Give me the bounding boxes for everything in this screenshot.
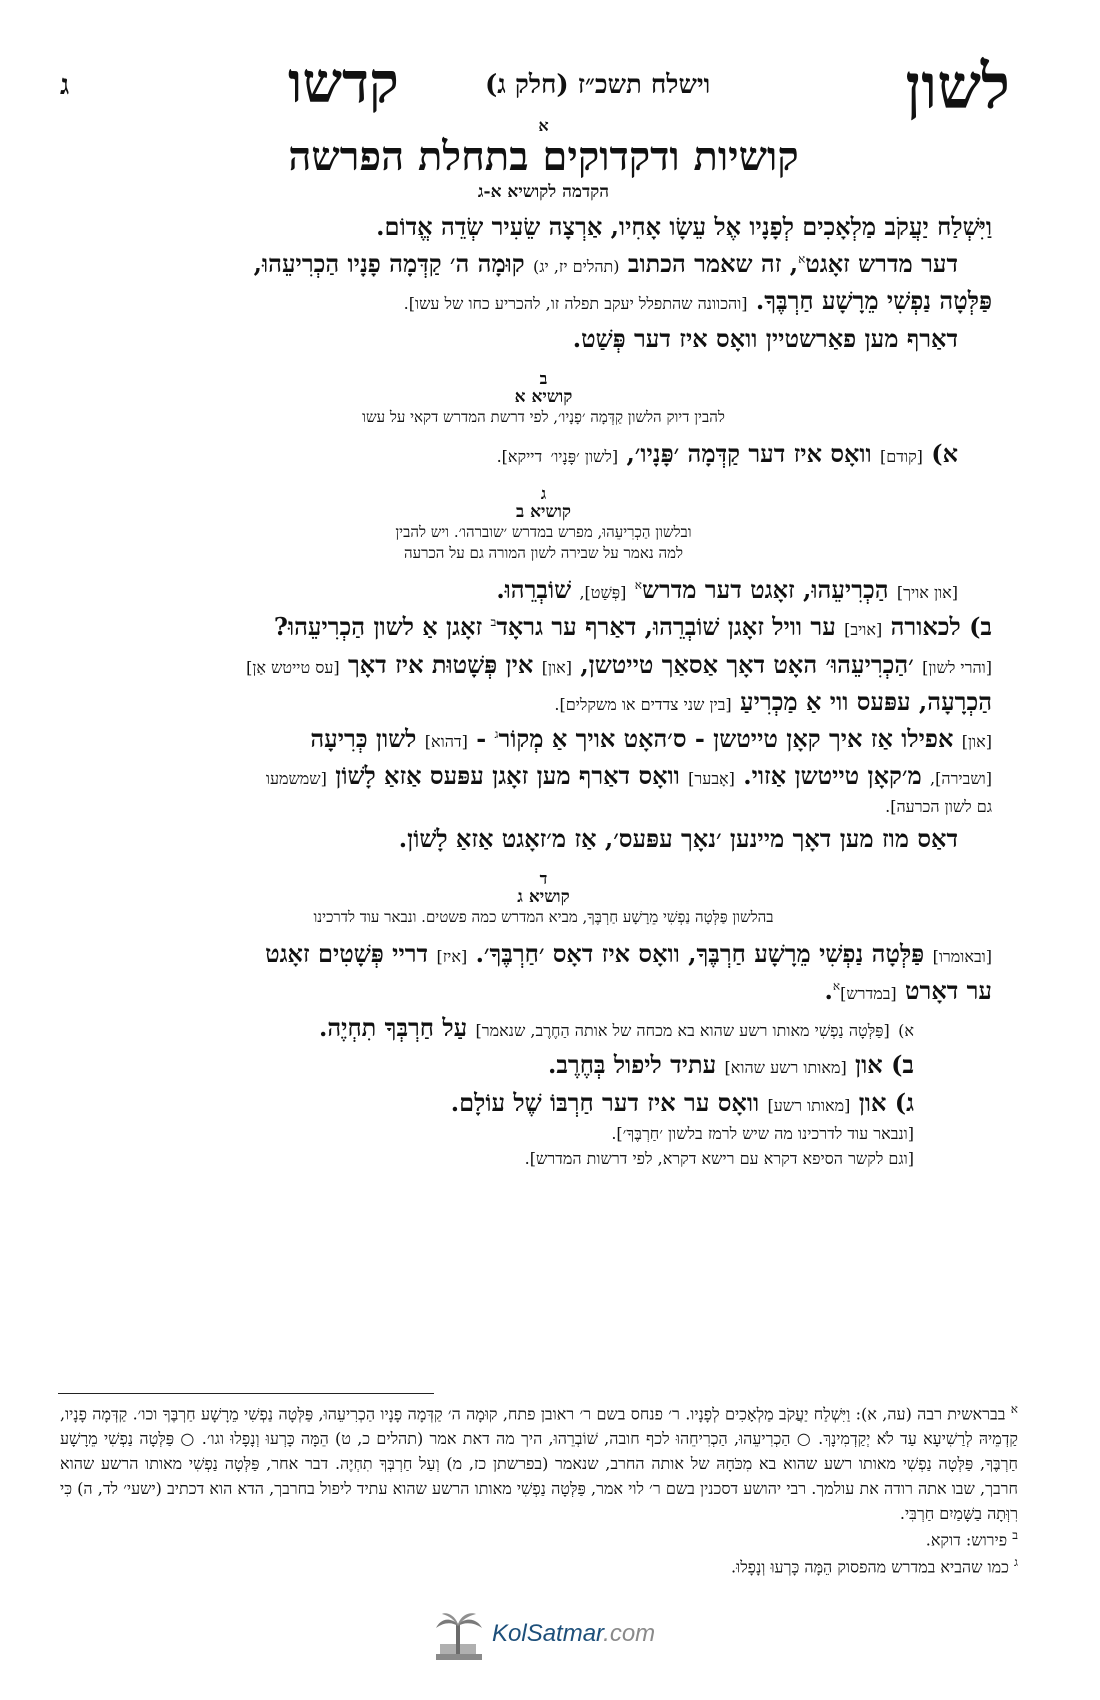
page-number: ג (60, 68, 70, 101)
main-content (95, 118, 992, 1172)
kolsatmar-logo (430, 1610, 670, 1670)
footnotes (60, 1400, 1018, 1581)
question-line: דאַרף מען פאַרשטיין וואָס איז דער פְּשַׁט. (572, 323, 958, 353)
list-note-1: [ונבאר עוד לדרכינו מה שיש לרמז בלשון ׳חַרְבֶּךָ׳]. (611, 1123, 914, 1143)
kushya-b-line-5: [און] אפילו אַז איך קאָן טייטשן - ס׳האָט אויך אַ מְקוֹר$^ג$ - [דהוא] לשון כְּרִיעָה (310, 723, 992, 753)
kushya-b-desc-2: למה נאמר על שבירה לשון המורה גם על הכרעה (403, 544, 684, 563)
kushya-c-line-1: [ובאומרו] פַּלְּטָה נַפְשִׁי מֵרָשָׁע חַרְבֶּךָ, וואָס איז דאָס ׳חַרְבֶּךָ׳. [איז] דריי פְּשָׁטִים זאָגט (265, 938, 992, 968)
kushya-a-text: א) [קודם] וואָס איז דער קַדְּמָה ׳פָּנָיו׳, [לשון ׳פָּנָיו׳ דייקא]. (496, 438, 958, 468)
section-letter-c: ג (540, 483, 547, 503)
kushya-b-line-8: דאַס מוז מען דאָך מיינען ׳נאָך עפּעס׳, אַז מ׳זאָגט אַזאַ לָשׁוֹן. (398, 823, 958, 853)
intro-caption: הקדמה לקושיא א-ג (477, 182, 610, 202)
list-item: א) [פַּלְּטָה נַפְשִׁי מאותו רשע שהוא בא מכחה של אותה הַחֶרֶב, שנאמר] עַל חַרְבְּךָ תִחְיֶה. (319, 1013, 914, 1043)
kushya-a-heading: קושיא א (514, 386, 573, 407)
header-title-left: קדשו (288, 50, 399, 116)
kushya-c-heading: קושיא ג (517, 887, 570, 908)
section-letter-b: ב (539, 368, 548, 388)
kushya-b-line-3: [והרי לשון] ׳הַכְרִיעֵהוּ׳ האָט דאָך אַסאַך טייטשן, [און] אין פְּשָׁטוּת איז דאָך [עס טייטש אַן] (246, 649, 992, 679)
section-letter-d: ד (539, 869, 548, 889)
list-item: ג) און [מאותו רשע] וואָס ער איז דער חַרְבּוֹ שֶׁל עוֹלָם. (450, 1087, 914, 1117)
kushya-b-line-1: [און אויך] הַכְרִיעֵהוּ, זאָגט דער מדרש$^א$ [פְּשַׁט], שׁוֹבְרֵהוּ. (496, 575, 958, 605)
footnote-c: $^ג$ כמו שהביא במדרש מהפסוק הֵמָּה כָּרְעוּ וְנָפָלוּ. (731, 1555, 1018, 1577)
footnote-divider (58, 1393, 434, 1394)
header-title-right: לשון (905, 50, 1010, 123)
kushya-b-heading: קושיא ב (516, 501, 571, 522)
midrash-paragraph-cont: פַּלְּטָה נַפְשִׁי מֵרָשָׁע חַרְבֶּךָ. [והכוונה שהתפלל יעקב תפלה זו, להכריע כחו של עשו]. (403, 286, 992, 316)
footnote-a: $^א$ בבראשית רבה (עה, א): וַיִּשְׁלַח יַעֲקֹב מַלְאָכִים לְפָנָיו. ר׳ פנחס בשם ר׳ ראובן פתח, קוּמָה ה׳ קַדְּמָה פָנָיו הַכְרִיעֵהוּ, פַּלְּטָה נַפְשִׁי מֵרָשָׁע חַרְבֶּךָ וכו׳. קַדְּמָה פָנָיו, קַדְמֵיהּ לְרַשִׁיעָא עַד לֹא יְקַדְמִינָךְ. ○ הַכְרִיעֵהוּ, הַכְרִיחֵהוּ לכף חובה, שׁוֹבְרֵהוּ, היך מה דאת אמר (תהלים כ, ט) הֵמָּה כָּרְעוּ וְנָפָלוּ וגו׳. ○ פַּלְּטָה נַפְשִׁי מֵרָשָׁע חַרְבֶּךָ, פַּלְּטָה נַפְשִׁי מאותו רשע שהוא בא מִכֹּחָהּ של אותה החרב, שנאמר (בפרשתן כז, מ) וְעַל חַרְבְּךָ תִחְיֶה. דבר אחר, פַּלְּטָה נַפְשִׁי מאותו הרשע שהוא חרבך, שבו אתה רודה את עולמך. רבי יהושע דסכנין בשם ר׳ לוי אמר, פַּלְּטָה נַפְשִׁי מאותו הרשע שהוא עתיד ליפול בחרבך, הדא הוא דכתיב (ישעי׳ לד, ה) כִּי רִוְּתָה בַשָּׁמַיִם חַרְבִּי. (60, 1402, 1018, 1523)
kushya-b-line-2: ב) לכאורה [אויב] ער וויל זאָגן שׁוֹבְרֵהוּ, דאַרף ער גראָד$^ב$ זאָגן אַ לשון הַכְרִיעֵהוּ? (273, 612, 992, 642)
kushya-c-desc: בהלשון פַּלְּטָה נַפְשִׁי מֵרָשָׁע חַרְבֶּךָ, מביא המדרש כמה פשטים. ונבאר עוד לדרכינו (313, 908, 774, 927)
midrash-paragraph: דער מדרש זאָגט$^א$, זה שאמר הכתוב (תהלים יז, יג) קוּמָה ה׳ קַדְּמָה פָנָיו הַכְרִיעֵהוּ, (253, 249, 958, 279)
section-letter-a: א (538, 116, 549, 135)
footnote-b: $^ב$ פירוש: דוקא. (925, 1528, 1018, 1550)
logo-text: KolSatmar.com (492, 1620, 656, 1647)
header-subtitle: וישלח תשכ״ז (חלק ג) (485, 70, 711, 100)
pshatim-list (95, 1009, 992, 1172)
list-note-2: [וגם לקשר הסיפא דקרא עם רישא דקרא, לפי דרשות המדרש]. (524, 1149, 914, 1169)
kushya-c-line-2: ער דאָרט [במדרש]$^א$. (824, 976, 992, 1006)
main-title: קושיות ודקדוקים בתחלת הפרשה (288, 133, 799, 180)
kushya-b-line-4: הַכְרָעָה, עפּעס ווי אַ מַכְרִיעַ [בין שני צדדים או משקלים]. (554, 686, 992, 716)
list-item: ב) און [מאותו רשע שהוא] עתיד ליפול בְּחֶרֶב. (547, 1050, 914, 1080)
verse: וַיִּשְׁלַח יַעֲקֹב מַלְאָכִים לְפָנָיו אֶל עֵשָׂו אָחִיו, אַרְצָה שֵׂעִיר שְׂדֵה אֱדוֹם. (376, 212, 992, 241)
kushya-b-desc-1: ובלשון הַכְרִיעֵהוּ, מפרש במדרש ׳שוברהו׳. ויש להבין (395, 522, 692, 541)
kushya-b-line-7: גם לשון הכרעה]. (885, 797, 992, 817)
kushya-a-desc: להבין דיוק הלשון קַדְּמָה ׳פָנָיו׳, לפי דרשת המדרש דקאי על עשו (362, 407, 725, 426)
kushya-b-line-6: [ושבירה], מ׳קאָן טייטשן אַזוי. [אָבער] וואָס דאַרף מען זאָגן עפּעס אַזאַ לָשׁוֹן [שמשמעו (265, 761, 992, 791)
palm-tree-icon (430, 1610, 488, 1668)
page-header (60, 50, 1010, 123)
